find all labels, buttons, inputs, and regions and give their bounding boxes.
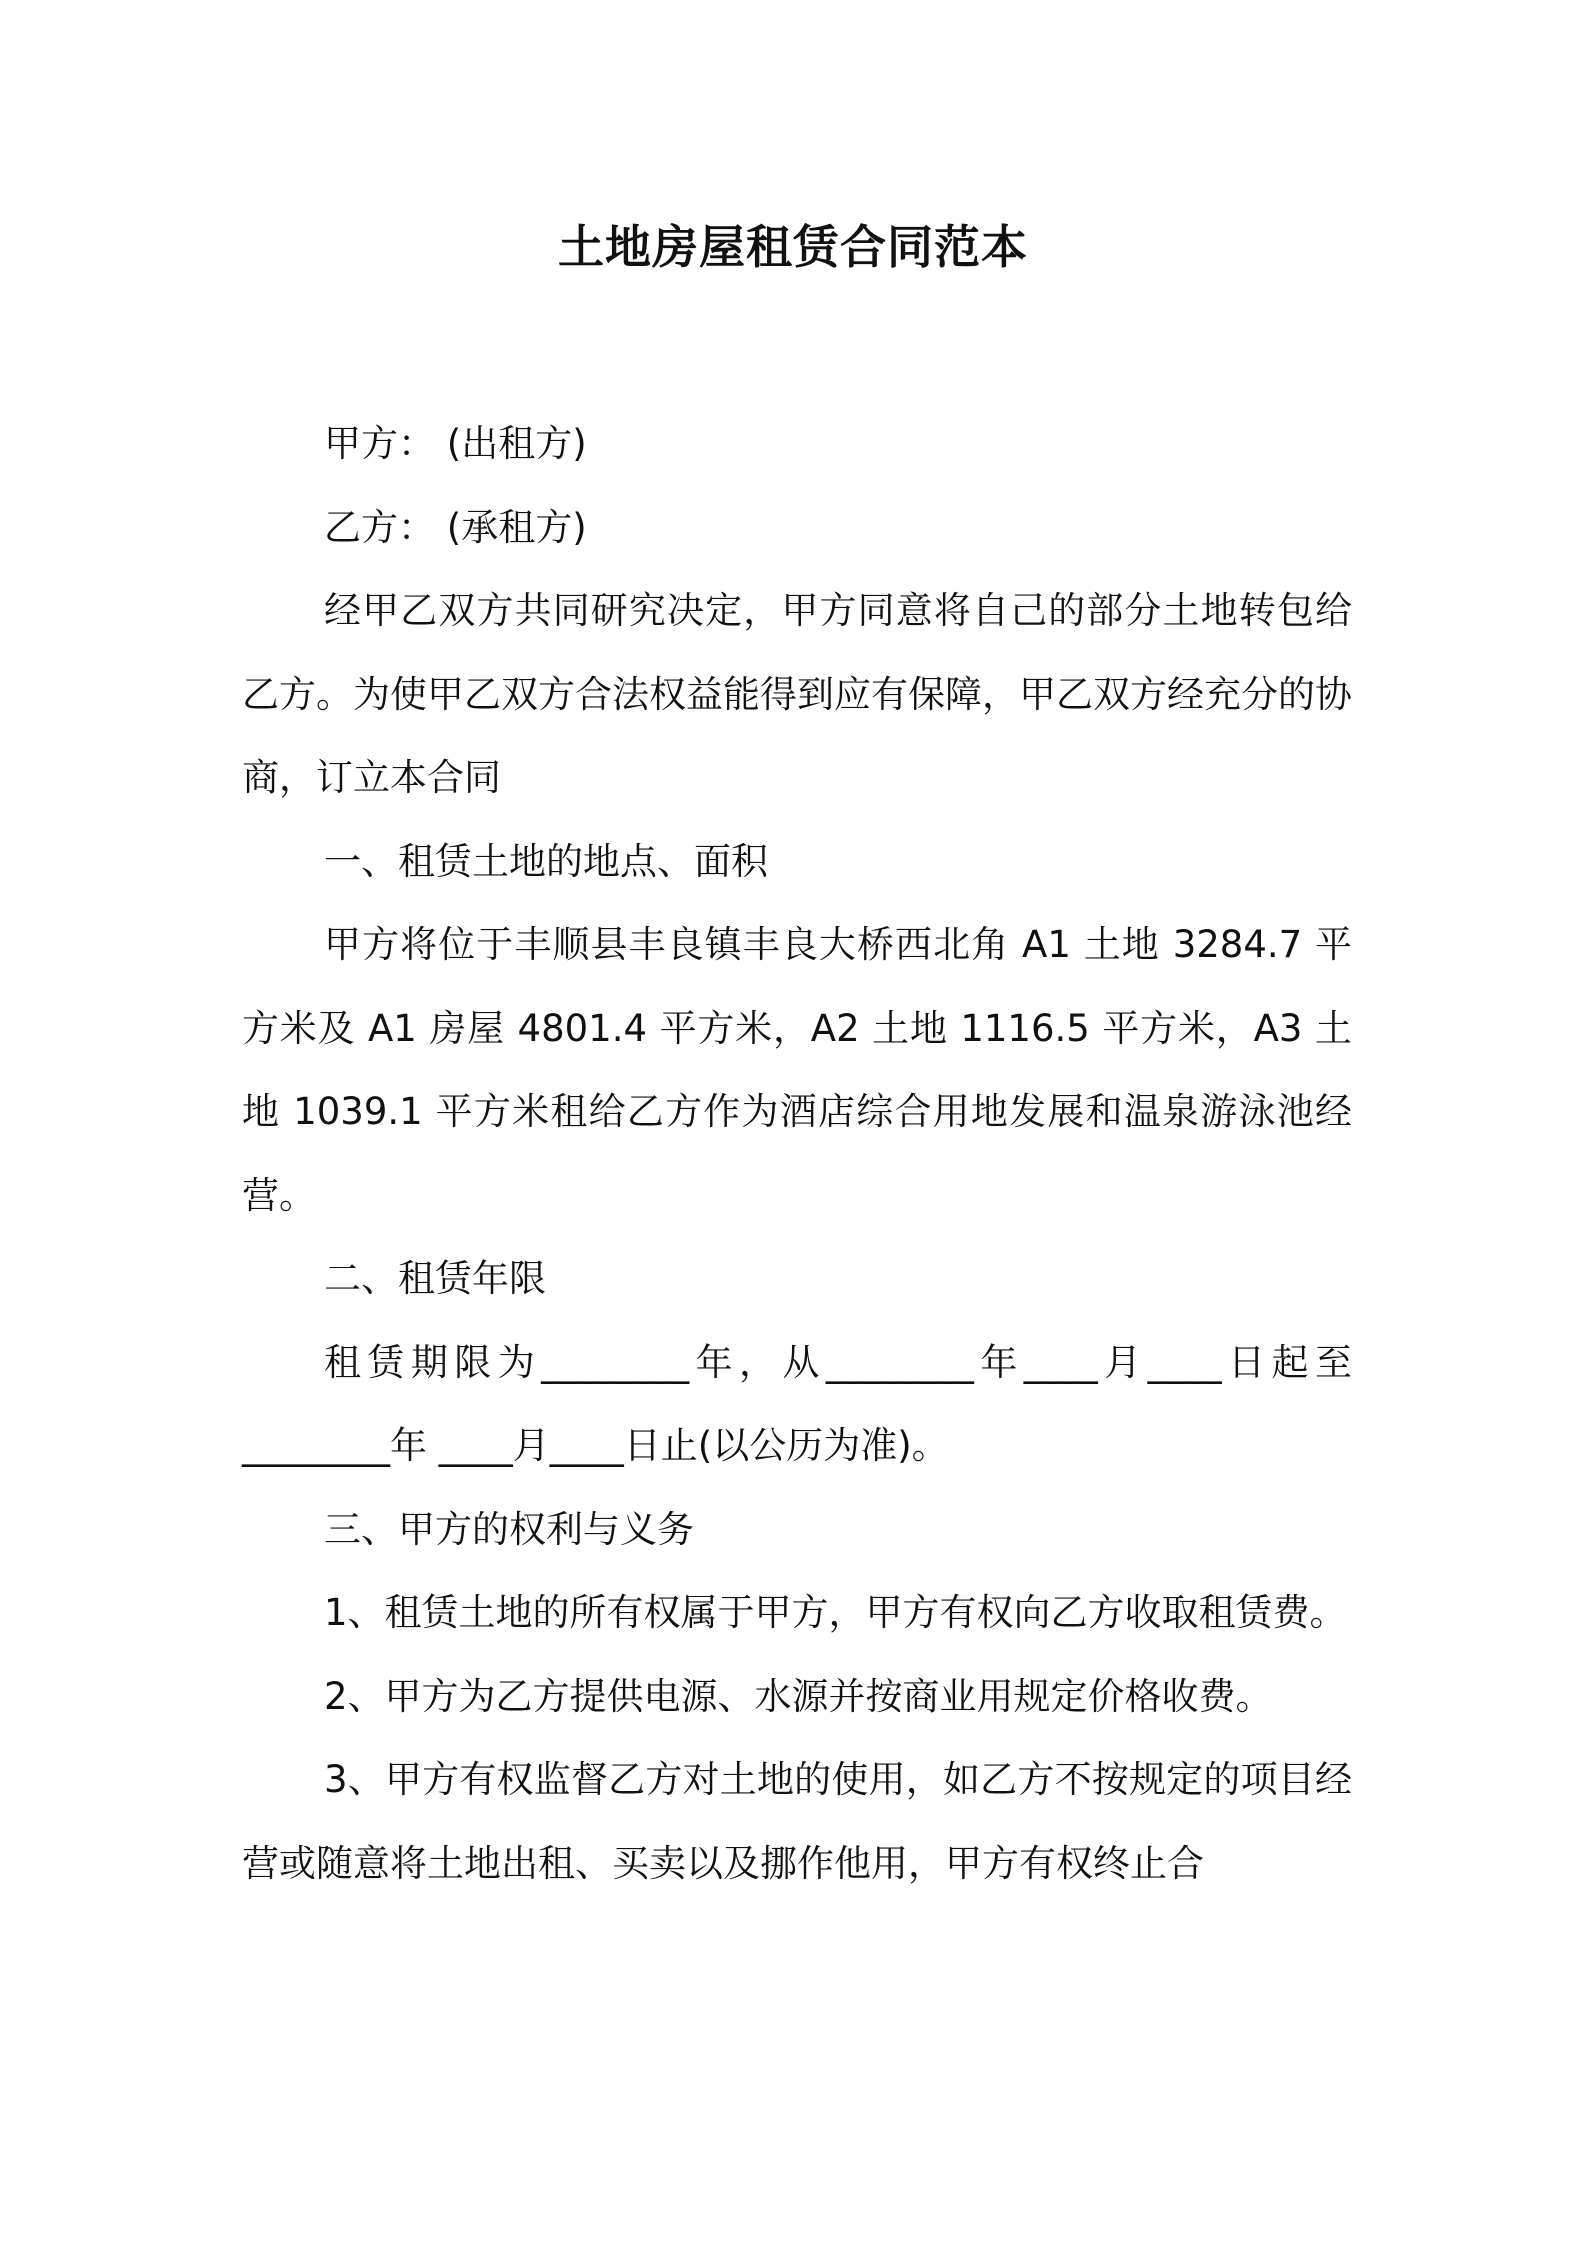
party-b-line: 乙方： (承租方) — [324, 505, 587, 549]
clause-3-paragraph: 3、甲方有权监督乙方对土地的使用，如乙方不按规定的项目经营或随意将土地出租、买卖以及挪作他用，甲方有权终止合 — [242, 1758, 1352, 1885]
section-heading-location-area: 一、租赁土地的地点、面积 — [324, 839, 768, 883]
section-heading-lease-term: 二、租赁年限 — [324, 1257, 546, 1300]
document-title: 土地房屋租赁合同范本 — [558, 220, 1028, 274]
clause-2-paragraph: 2、甲方为乙方提供电源、水源并按商业用规定价格收费。 — [324, 1674, 1273, 1718]
document-body — [242, 402, 1352, 1905]
section-heading-party-a-rights: 三、甲方的权利与义务 — [324, 1507, 694, 1551]
clause-1-paragraph: 1、租赁土地的所有权属于甲方，甲方有权向乙方收取租赁费。 — [324, 1591, 1347, 1634]
preamble-paragraph: 经甲乙双方共同研究决定，甲方同意将自己的部分土地转包给乙方。为使甲乙双方合法权益能得到应有保障，甲乙双方经充分的协商，订立本合同 — [242, 589, 1352, 799]
location-area-paragraph: 甲方将位于丰顺县丰良镇丰良大桥西北角 A1 土地 3284.7 平方米及 A1 房屋 4801.4 平方米，A2 土地 1116.5 平方米，A3 土地 1039.1 平方米租给乙方作为酒店综合用地发展和温泉游泳池经营。 — [242, 923, 1352, 1217]
party-a-line: 甲方： (出租方) — [324, 422, 587, 465]
lease-term-paragraph: 租赁期限为________年，从________年____月____日起至________年 ____月____日止(以公历为准)。 — [242, 1340, 1352, 1467]
